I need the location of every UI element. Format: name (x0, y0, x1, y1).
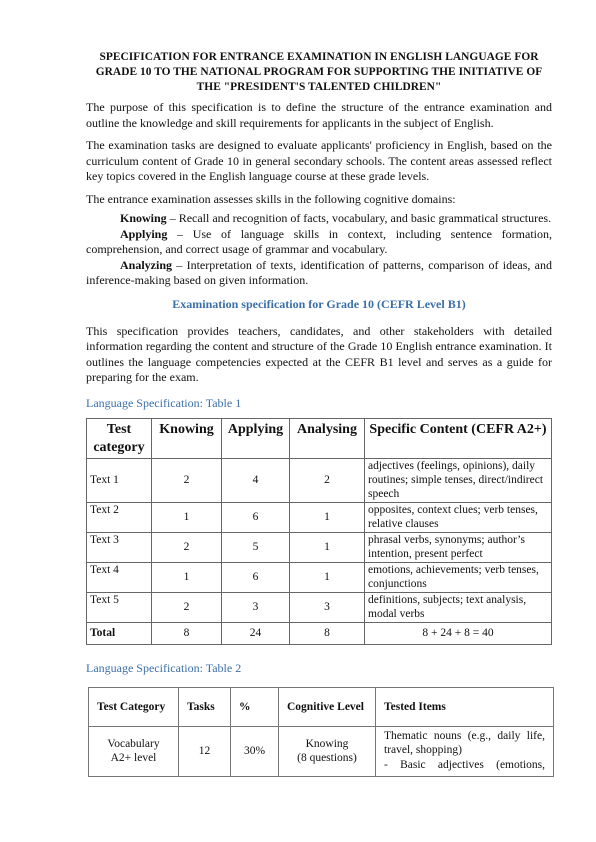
table-header: % (231, 687, 279, 726)
table-cell: 8 (152, 622, 222, 644)
domain-term: Knowing (120, 211, 167, 225)
table-cell (279, 726, 376, 776)
table-cell: Text 4 (87, 562, 152, 592)
table-cell: Text 5 (87, 592, 152, 622)
cell-line: Thematic nouns (e.g., daily life, travel, shopping) (384, 729, 545, 756)
table-row (89, 726, 554, 776)
table-cell: adjectives (feelings, opinions), daily routines; simple tenses, direct/indirect speech (365, 458, 552, 502)
table-header: Specific Content (CEFR A2+) (365, 418, 552, 458)
document-title: SPECIFICATION FOR ENTRANCE EXAMINATION IN ENGLISH LANGUAGE FOR GRADE 10 TO THE NATIONAL PROGRAM FOR SUPPORTING THE INITIATIVE OF THE "PRESIDENT'S TALENTED CHILDREN" (95, 51, 543, 93)
cell-line: (8 questions) (297, 752, 357, 764)
section-heading: Examination specification for Grade 10 (CEFR Level B1) (172, 296, 466, 311)
table-header: Tested Items (376, 687, 554, 726)
document-page (86, 50, 552, 777)
table-row (87, 502, 552, 532)
table2 (88, 687, 554, 777)
table-cell: 6 (222, 562, 290, 592)
table-cell (89, 726, 179, 776)
table-header: Test category (87, 418, 152, 458)
table-cell: phrasal verbs, synonyms; author’s intention, present perfect (365, 532, 552, 562)
table-cell: emotions, achievements; verb tenses, conjunctions (365, 562, 552, 592)
table-cell (376, 726, 554, 776)
table-cell: Total (87, 622, 152, 644)
table-header: Analysing (290, 418, 365, 458)
domain-term: Analyzing (120, 257, 173, 272)
table-cell: 6 (222, 502, 290, 532)
intro-paragraph-domains: The entrance examination assesses skills in the following cognitive domains: (86, 191, 456, 206)
table-row (87, 562, 552, 592)
table-cell: Text 1 (87, 458, 152, 502)
table2-caption: Language Specification: Table 2 (86, 660, 242, 675)
table-header: Tasks (179, 687, 231, 726)
table-header: Cognitive Level (279, 687, 376, 726)
table-header: Knowing (152, 418, 222, 458)
table-cell: 8 (290, 622, 365, 644)
table-cell: 30% (231, 726, 279, 776)
table-cell: 2 (152, 458, 222, 502)
table1-caption: Language Specification: Table 1 (86, 395, 242, 410)
intro-paragraph-purpose: The purpose of this specification is to define the structure of the entrance examination and outline the knowledge and skill requirements for applicants in the subject of English. (86, 100, 552, 130)
domain-applying (86, 227, 552, 258)
domain-desc: – Recall and recognition of facts, vocabulary, and basic grammatical structures. (166, 211, 552, 225)
domain-desc: – Use of language skills in context, including sentence formation, comprehension, and correct usage of grammar and vocabulary. (86, 226, 552, 256)
table-cell: definitions, subjects; text analysis, modal verbs (365, 592, 552, 622)
table-cell: 1 (152, 562, 222, 592)
table-cell: opposites, context clues; verb tenses, relative clauses (365, 502, 552, 532)
section-paragraph: This specification provides teachers, candidates, and other stakeholders with detailed information regarding the content and structure of the Grade 10 English entrance examination. It outlines the language competencies expected at the CEFR B1 level and serves as a guide for preparing for the exam. (86, 323, 552, 384)
table-total-row (87, 622, 552, 644)
domain-desc: – Interpretation of texts, identification of patterns, comparison of ideas, and inference-making based on given information. (86, 257, 552, 287)
table-cell: 1 (152, 502, 222, 532)
table-cell: 1 (290, 532, 365, 562)
table-cell: 3 (290, 592, 365, 622)
domain-knowing (86, 211, 552, 227)
domain-analyzing (86, 258, 552, 289)
table-cell: 3 (222, 592, 290, 622)
table-cell: 2 (152, 532, 222, 562)
intro-paragraph-tasks: The examination tasks are designed to evaluate applicants' proficiency in English, based on the curriculum content of Grade 10 in general secondary schools. The content areas assessed reflect key topics covered in the English language course at these grade levels. (86, 138, 552, 183)
table-cell: 4 (222, 458, 290, 502)
cell-line: A2+ level (110, 752, 157, 764)
table-cell: 2 (152, 592, 222, 622)
table-row (87, 592, 552, 622)
table-cell: 2 (290, 458, 365, 502)
table1-header-row (87, 418, 552, 458)
table-cell: 24 (222, 622, 290, 644)
cell-line: Knowing (305, 737, 349, 750)
cell-line: Vocabulary (107, 737, 160, 750)
table-row (87, 532, 552, 562)
table-cell: 12 (179, 726, 231, 776)
table-cell: 1 (290, 562, 365, 592)
table1 (86, 418, 552, 645)
table-header: Test Category (89, 687, 179, 726)
table-cell: 1 (290, 502, 365, 532)
domain-term: Applying (120, 226, 168, 241)
table-cell: 5 (222, 532, 290, 562)
table-header: Applying (222, 418, 290, 458)
table-cell: Text 2 (87, 502, 152, 532)
cell-line: - Basic adjectives (emotions, (384, 758, 545, 771)
table-cell: Text 3 (87, 532, 152, 562)
table-cell: 8 + 24 + 8 = 40 (365, 622, 552, 644)
table-row (87, 458, 552, 502)
table2-header-row (89, 687, 554, 726)
